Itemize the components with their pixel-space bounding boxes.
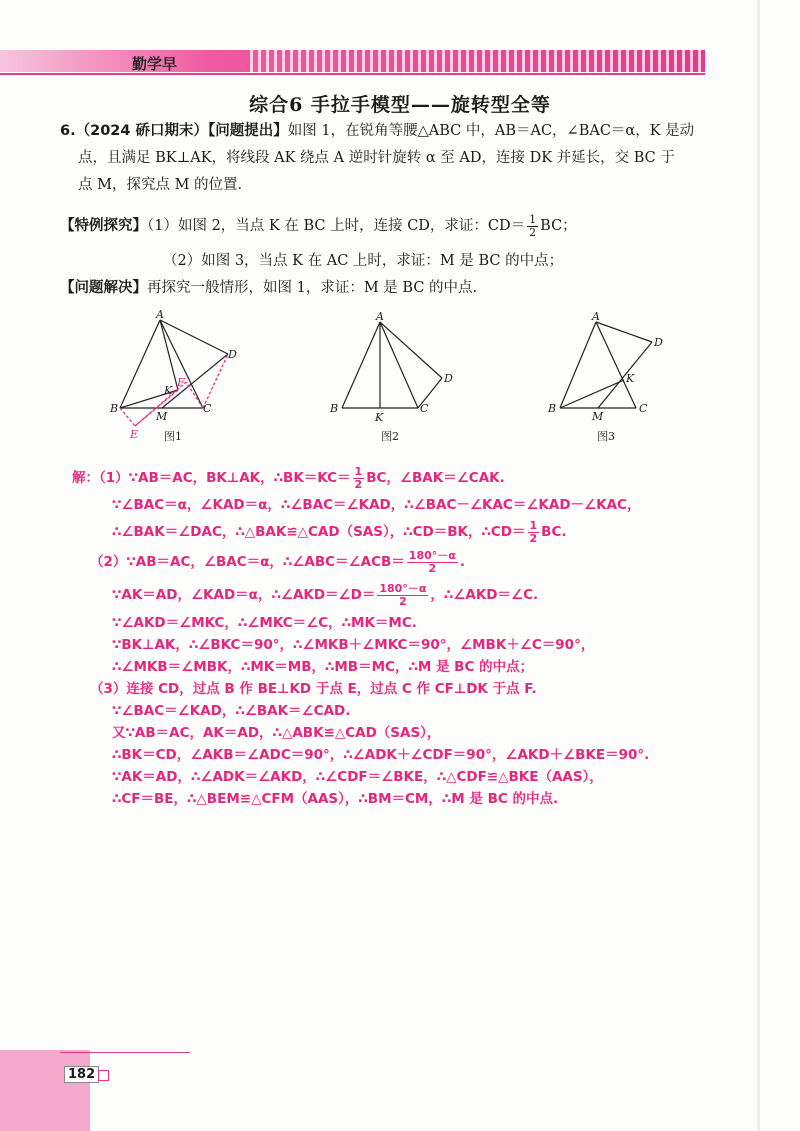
- solution-line: ∵∠BAC＝α，∠KAD＝α，∴∠BAC＝∠KAD，∴∠BAC－∠KAC＝∠KAD－∠KAC，: [112, 497, 641, 513]
- header-stripes: [250, 50, 705, 72]
- special-case-1: [60, 213, 700, 240]
- tag-question: 【问题提出】: [208, 123, 288, 139]
- fraction-half: $\frac{1}{2}$: [354, 464, 363, 491]
- fig1-label-F: F: [177, 376, 185, 389]
- fig1-label-C: C: [203, 402, 212, 415]
- part1-text-a: （1）如图 2，当点 K 在 BC 上时，连接 CD，求证：CD＝: [147, 218, 526, 234]
- solution-line: （3）连接 CD，过点 B 作 BE⊥KD 于点 E，过点 C 作 CF⊥DK 于点 F.: [90, 681, 537, 697]
- fig3-label-D: D: [654, 336, 663, 349]
- fraction-angle: $\frac{180^\circ-\alpha}{2}$: [408, 548, 456, 575]
- solution-line: ∴CF＝BE，∴△BEM≌△CFM（AAS），∴BM＝CM，∴M 是 BC 的中点.: [112, 791, 559, 807]
- fig1-label-B: B: [110, 402, 119, 415]
- fig2-label-K: K: [375, 411, 384, 424]
- solution-line: 解：（1）∵AB＝AC，BK⊥AK，∴BK＝KC＝ $\frac{1}{2}$ BC，∠BAK＝∠CAK.: [72, 464, 505, 491]
- solution-line: ∵∠AKD＝∠MKC，∴∠MKC＝∠C，∴MK＝MC.: [112, 615, 417, 631]
- page-number: 182: [64, 1066, 99, 1083]
- solution-line: ∴∠MKB＝∠MBK，∴MK＝MB，∴MB＝MC，∴M 是 BC 的中点；: [112, 659, 534, 675]
- problem-number: 6.: [60, 123, 76, 139]
- special-case-2: （2）如图 3，当点 K 在 AC 上时，求证：M 是 BC 的中点；: [163, 253, 564, 269]
- solution-line: ∵AK＝AD，∴∠ADK＝∠AKD，∴∠CDF＝∠BKE，∴△CDF≌△BKE（AAS），: [112, 769, 603, 785]
- solution-line: （2）∵AB＝AC，∠BAC＝α，∴∠ABC＝∠ACB＝ $\frac{180^\circ-\alpha}{2}$ .: [90, 548, 465, 575]
- solution-line: ∵AK＝AD，∠KAD＝α，∴∠AKD＝∠D＝ $\frac{180^\circ-\alpha}{2}$ ，∴∠AKD＝∠C.: [112, 581, 539, 608]
- solution-line: 又∵AB＝AC，AK＝AD，∴△ABK≌△CAD（SAS），: [112, 725, 441, 741]
- solution-line: ∵∠BAC＝∠KAD，∴∠BAK＝∠CAD.: [112, 703, 351, 719]
- fig2-label-B: B: [330, 402, 339, 415]
- fig1-label-D: D: [228, 348, 237, 361]
- fig3-label-B: B: [548, 402, 557, 415]
- fig2-label-A: A: [376, 310, 384, 323]
- part3-text: 再探究一般情形，如图 1，求证：M 是 BC 的中点.: [147, 280, 478, 296]
- page-marker: [98, 1070, 109, 1081]
- footer-rule: [60, 1052, 190, 1053]
- tag-solve: 【问题解决】: [60, 280, 147, 296]
- solution: [72, 465, 712, 810]
- fig3-label-M: M: [592, 410, 604, 423]
- tag-special: 【特例探究】: [60, 218, 147, 234]
- fig1-label-M: M: [156, 410, 168, 423]
- header-rule: [0, 73, 705, 75]
- fraction-angle: $\frac{180^\circ-\alpha}{2}$: [379, 581, 427, 608]
- solution-line: ∴∠BAK＝∠DAC，∴△BAK≌△CAD（SAS），∴CD＝BK，∴CD＝ $\frac{1}{2}$ BC.: [112, 518, 567, 545]
- fig1-caption: 图1: [164, 430, 182, 443]
- solution-line: ∵BK⊥AK，∴∠BKC＝90°，∴∠MKB＋∠MKC＝90°，∠MBK＋∠C＝90°，: [112, 637, 595, 653]
- fig3-label-C: C: [639, 402, 648, 415]
- figures: [100, 308, 680, 448]
- problem-source: （2024 硚口期末）: [75, 123, 209, 139]
- figure-3: [560, 322, 652, 408]
- problem-line-3: 点 M，探究点 M 的位置.: [78, 177, 243, 193]
- fraction-half: $\frac{1}{2}$: [529, 518, 538, 545]
- fig1-label-A: A: [156, 308, 164, 321]
- problem-text-1: 如图 1，在锐角等腰△ABC 中，AB＝AC，∠BAC＝α，K 是动: [287, 123, 695, 139]
- fig1-label-K: K: [164, 384, 173, 397]
- figure-2: [342, 322, 442, 408]
- header-title: 勤学早: [132, 55, 178, 73]
- section-title: 综合6 手拉手模型——旋转型全等: [249, 94, 551, 116]
- fig2-label-C: C: [420, 402, 429, 415]
- fig1-label-E: E: [130, 428, 139, 441]
- figure-1: [120, 320, 228, 426]
- solution-line: ∴BK＝CD，∠AKB＝∠ADC＝90°，∴∠ADK＋∠CDF＝90°，∠AKD＋∠BKE＝90°.: [112, 747, 650, 763]
- page-spine: [757, 0, 760, 1131]
- fraction-half: $\frac{1}{2}$: [529, 212, 537, 239]
- problem-solving: [60, 275, 700, 302]
- footer-corner: [0, 1050, 90, 1131]
- fig3-caption: 图3: [597, 430, 615, 443]
- fig2-caption: 图2: [381, 430, 399, 443]
- problem-line-2: 点，且满足 BK⊥AK，将线段 AK 绕点 A 逆时针旋转 α 至 AD，连接 DK 并延长，交 BC 于: [78, 150, 675, 166]
- fig2-label-D: D: [444, 372, 453, 385]
- fig3-label-A: A: [592, 310, 600, 323]
- part1-text-b: BC；: [540, 218, 577, 234]
- fig3-label-K: K: [626, 372, 635, 385]
- problem-line-1: [60, 118, 700, 145]
